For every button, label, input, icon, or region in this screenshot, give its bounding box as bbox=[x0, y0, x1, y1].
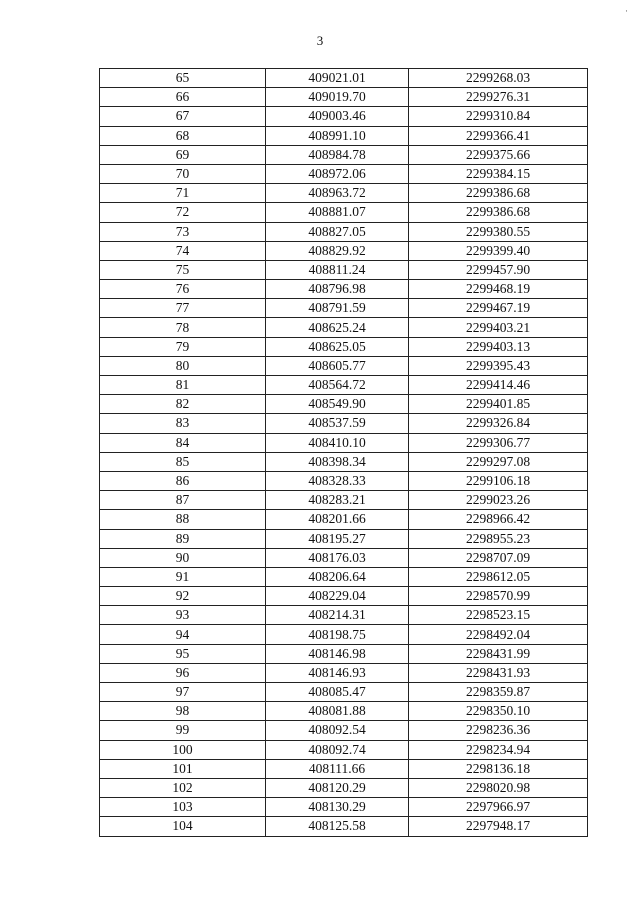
point-number-cell: 88 bbox=[100, 510, 266, 529]
x-coordinate-cell: 408625.05 bbox=[266, 337, 409, 356]
point-number-cell: 75 bbox=[100, 260, 266, 279]
x-coordinate-cell: 408125.58 bbox=[266, 817, 409, 836]
table-row bbox=[100, 88, 588, 107]
table-row bbox=[100, 471, 588, 490]
y-coordinate-cell: 2298570.99 bbox=[409, 587, 588, 606]
y-coordinate-cell: 2299326.84 bbox=[409, 414, 588, 433]
table-row bbox=[100, 548, 588, 567]
point-number-cell: 96 bbox=[100, 663, 266, 682]
y-coordinate-cell: 2299395.43 bbox=[409, 356, 588, 375]
x-coordinate-cell: 408146.98 bbox=[266, 644, 409, 663]
y-coordinate-cell: 2299386.68 bbox=[409, 184, 588, 203]
point-number-cell: 68 bbox=[100, 126, 266, 145]
page-number: 3 bbox=[316, 33, 324, 48]
x-coordinate-cell: 408972.06 bbox=[266, 164, 409, 183]
x-coordinate-cell: 408146.93 bbox=[266, 663, 409, 682]
point-number-cell: 86 bbox=[100, 471, 266, 490]
table-row bbox=[100, 376, 588, 395]
y-coordinate-cell: 2299310.84 bbox=[409, 107, 588, 126]
x-coordinate-cell: 408881.07 bbox=[266, 203, 409, 222]
x-coordinate-cell: 408564.72 bbox=[266, 376, 409, 395]
x-coordinate-cell: 408120.29 bbox=[266, 778, 409, 797]
table-row bbox=[100, 702, 588, 721]
x-coordinate-cell: 408229.04 bbox=[266, 587, 409, 606]
table-row bbox=[100, 260, 588, 279]
point-number-cell: 92 bbox=[100, 587, 266, 606]
table-row bbox=[100, 318, 588, 337]
y-coordinate-cell: 2297966.97 bbox=[409, 798, 588, 817]
point-number-cell: 97 bbox=[100, 683, 266, 702]
table-row bbox=[100, 241, 588, 260]
y-coordinate-cell: 2298431.93 bbox=[409, 663, 588, 682]
x-coordinate-cell: 408827.05 bbox=[266, 222, 409, 241]
y-coordinate-cell: 2298492.04 bbox=[409, 625, 588, 644]
table-row bbox=[100, 721, 588, 740]
y-coordinate-cell: 2298236.36 bbox=[409, 721, 588, 740]
x-coordinate-cell: 409003.46 bbox=[266, 107, 409, 126]
x-coordinate-cell: 408398.34 bbox=[266, 452, 409, 471]
point-number-cell: 65 bbox=[100, 69, 266, 88]
table-row bbox=[100, 203, 588, 222]
y-coordinate-cell: 2299403.13 bbox=[409, 337, 588, 356]
x-coordinate-cell: 408111.66 bbox=[266, 759, 409, 778]
x-coordinate-cell: 408537.59 bbox=[266, 414, 409, 433]
point-number-cell: 81 bbox=[100, 376, 266, 395]
x-coordinate-cell: 408625.24 bbox=[266, 318, 409, 337]
x-coordinate-cell: 408206.64 bbox=[266, 567, 409, 586]
table-row bbox=[100, 510, 588, 529]
y-coordinate-cell: 2299276.31 bbox=[409, 88, 588, 107]
table-row bbox=[100, 740, 588, 759]
table-row bbox=[100, 356, 588, 375]
point-number-cell: 93 bbox=[100, 606, 266, 625]
y-coordinate-cell: 2298612.05 bbox=[409, 567, 588, 586]
point-number-cell: 82 bbox=[100, 395, 266, 414]
y-coordinate-cell: 2298707.09 bbox=[409, 548, 588, 567]
point-number-cell: 71 bbox=[100, 184, 266, 203]
table-row bbox=[100, 778, 588, 797]
table-row bbox=[100, 184, 588, 203]
y-coordinate-cell: 2299399.40 bbox=[409, 241, 588, 260]
y-coordinate-cell: 2299468.19 bbox=[409, 280, 588, 299]
coordinates-table-body bbox=[100, 69, 588, 837]
x-coordinate-cell: 409021.01 bbox=[266, 69, 409, 88]
y-coordinate-cell: 2299366.41 bbox=[409, 126, 588, 145]
point-number-cell: 87 bbox=[100, 491, 266, 510]
x-coordinate-cell: 408092.54 bbox=[266, 721, 409, 740]
point-number-cell: 74 bbox=[100, 241, 266, 260]
point-number-cell: 79 bbox=[100, 337, 266, 356]
y-coordinate-cell: 2299401.85 bbox=[409, 395, 588, 414]
point-number-cell: 73 bbox=[100, 222, 266, 241]
x-coordinate-cell: 408328.33 bbox=[266, 471, 409, 490]
y-coordinate-cell: 2299414.46 bbox=[409, 376, 588, 395]
table-row bbox=[100, 222, 588, 241]
x-coordinate-cell: 408963.72 bbox=[266, 184, 409, 203]
point-number-cell: 70 bbox=[100, 164, 266, 183]
y-coordinate-cell: 2299386.68 bbox=[409, 203, 588, 222]
x-coordinate-cell: 408092.74 bbox=[266, 740, 409, 759]
table-row bbox=[100, 567, 588, 586]
y-coordinate-cell: 2299375.66 bbox=[409, 145, 588, 164]
x-coordinate-cell: 408198.75 bbox=[266, 625, 409, 644]
point-number-cell: 76 bbox=[100, 280, 266, 299]
point-number-cell: 103 bbox=[100, 798, 266, 817]
point-number-cell: 67 bbox=[100, 107, 266, 126]
table-row bbox=[100, 798, 588, 817]
point-number-cell: 102 bbox=[100, 778, 266, 797]
corner-mark: · bbox=[625, 6, 628, 16]
coordinates-table bbox=[99, 68, 588, 837]
point-number-cell: 98 bbox=[100, 702, 266, 721]
y-coordinate-cell: 2299384.15 bbox=[409, 164, 588, 183]
table-row bbox=[100, 395, 588, 414]
x-coordinate-cell: 408549.90 bbox=[266, 395, 409, 414]
x-coordinate-cell: 408195.27 bbox=[266, 529, 409, 548]
y-coordinate-cell: 2297948.17 bbox=[409, 817, 588, 836]
point-number-cell: 91 bbox=[100, 567, 266, 586]
table-row bbox=[100, 145, 588, 164]
x-coordinate-cell: 408176.03 bbox=[266, 548, 409, 567]
table-row bbox=[100, 280, 588, 299]
x-coordinate-cell: 408829.92 bbox=[266, 241, 409, 260]
x-coordinate-cell: 408811.24 bbox=[266, 260, 409, 279]
table-row bbox=[100, 587, 588, 606]
point-number-cell: 95 bbox=[100, 644, 266, 663]
table-row bbox=[100, 164, 588, 183]
x-coordinate-cell: 408085.47 bbox=[266, 683, 409, 702]
x-coordinate-cell: 408791.59 bbox=[266, 299, 409, 318]
table-row bbox=[100, 452, 588, 471]
y-coordinate-cell: 2299106.18 bbox=[409, 471, 588, 490]
point-number-cell: 66 bbox=[100, 88, 266, 107]
x-coordinate-cell: 408410.10 bbox=[266, 433, 409, 452]
table-row bbox=[100, 433, 588, 452]
x-coordinate-cell: 408081.88 bbox=[266, 702, 409, 721]
x-coordinate-cell: 408796.98 bbox=[266, 280, 409, 299]
y-coordinate-cell: 2299380.55 bbox=[409, 222, 588, 241]
y-coordinate-cell: 2298966.42 bbox=[409, 510, 588, 529]
y-coordinate-cell: 2299306.77 bbox=[409, 433, 588, 452]
y-coordinate-cell: 2299297.08 bbox=[409, 452, 588, 471]
table-row bbox=[100, 529, 588, 548]
table-row bbox=[100, 663, 588, 682]
y-coordinate-cell: 2298955.23 bbox=[409, 529, 588, 548]
x-coordinate-cell: 408984.78 bbox=[266, 145, 409, 164]
table-row bbox=[100, 126, 588, 145]
point-number-cell: 72 bbox=[100, 203, 266, 222]
point-number-cell: 90 bbox=[100, 548, 266, 567]
y-coordinate-cell: 2298431.99 bbox=[409, 644, 588, 663]
x-coordinate-cell: 408991.10 bbox=[266, 126, 409, 145]
x-coordinate-cell: 408130.29 bbox=[266, 798, 409, 817]
y-coordinate-cell: 2298350.10 bbox=[409, 702, 588, 721]
y-coordinate-cell: 2299457.90 bbox=[409, 260, 588, 279]
point-number-cell: 83 bbox=[100, 414, 266, 433]
table-row bbox=[100, 683, 588, 702]
y-coordinate-cell: 2298136.18 bbox=[409, 759, 588, 778]
y-coordinate-cell: 2298020.98 bbox=[409, 778, 588, 797]
y-coordinate-cell: 2299268.03 bbox=[409, 69, 588, 88]
x-coordinate-cell: 408283.21 bbox=[266, 491, 409, 510]
point-number-cell: 69 bbox=[100, 145, 266, 164]
y-coordinate-cell: 2298359.87 bbox=[409, 683, 588, 702]
point-number-cell: 77 bbox=[100, 299, 266, 318]
point-number-cell: 89 bbox=[100, 529, 266, 548]
table-row bbox=[100, 759, 588, 778]
point-number-cell: 94 bbox=[100, 625, 266, 644]
table-row bbox=[100, 414, 588, 433]
table-row bbox=[100, 817, 588, 836]
table-row bbox=[100, 625, 588, 644]
table-row bbox=[100, 337, 588, 356]
point-number-cell: 101 bbox=[100, 759, 266, 778]
table-row bbox=[100, 299, 588, 318]
y-coordinate-cell: 2299467.19 bbox=[409, 299, 588, 318]
y-coordinate-cell: 2299403.21 bbox=[409, 318, 588, 337]
y-coordinate-cell: 2298234.94 bbox=[409, 740, 588, 759]
x-coordinate-cell: 408201.66 bbox=[266, 510, 409, 529]
point-number-cell: 100 bbox=[100, 740, 266, 759]
x-coordinate-cell: 409019.70 bbox=[266, 88, 409, 107]
y-coordinate-cell: 2299023.26 bbox=[409, 491, 588, 510]
table-row bbox=[100, 107, 588, 126]
point-number-cell: 80 bbox=[100, 356, 266, 375]
point-number-cell: 99 bbox=[100, 721, 266, 740]
table-row bbox=[100, 644, 588, 663]
x-coordinate-cell: 408605.77 bbox=[266, 356, 409, 375]
y-coordinate-cell: 2298523.15 bbox=[409, 606, 588, 625]
point-number-cell: 104 bbox=[100, 817, 266, 836]
point-number-cell: 84 bbox=[100, 433, 266, 452]
point-number-cell: 85 bbox=[100, 452, 266, 471]
x-coordinate-cell: 408214.31 bbox=[266, 606, 409, 625]
table-row bbox=[100, 606, 588, 625]
table-row bbox=[100, 491, 588, 510]
table-row bbox=[100, 69, 588, 88]
point-number-cell: 78 bbox=[100, 318, 266, 337]
